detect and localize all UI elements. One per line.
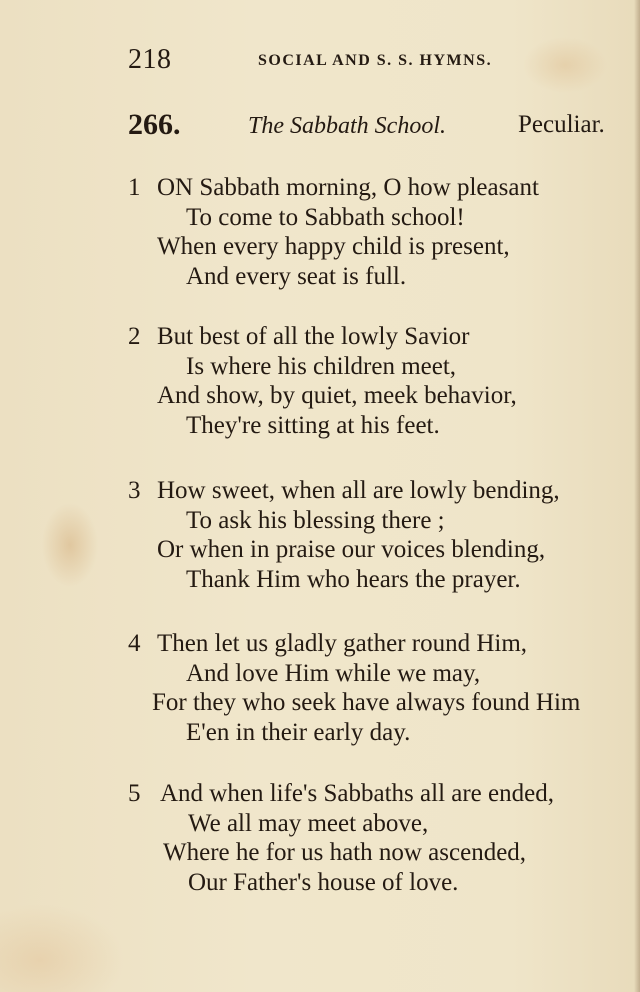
verse-line: Then let us gladly gather round Him, xyxy=(157,630,528,657)
verse-line: For they who seek have always found Him xyxy=(152,689,581,716)
verse-line: Is where his children meet, xyxy=(186,353,457,380)
verse-5 xyxy=(0,780,640,900)
verse-line: How sweet, when all are lowly bending, xyxy=(157,477,560,504)
verse-line: And every seat is full. xyxy=(186,263,407,290)
verse-line: To come to Sabbath school! xyxy=(186,204,465,231)
verse-line: And show, by quiet, meek behavior, xyxy=(157,382,517,409)
verse-line: Thank Him who hears the prayer. xyxy=(186,566,521,593)
verse-line: We all may meet above, xyxy=(188,810,429,837)
verse-line: Where he for us hath now ascended, xyxy=(163,839,527,866)
hymn-number: 266. xyxy=(128,108,181,141)
verse-line: And love Him while we may, xyxy=(186,660,481,687)
verse-line: They're sitting at his feet. xyxy=(186,412,440,439)
verse-1 xyxy=(0,174,640,294)
verse-number: 4 xyxy=(128,630,141,657)
running-title: SOCIAL AND S. S. HYMNS. xyxy=(258,52,493,69)
verse-number: 2 xyxy=(128,323,141,350)
verse-4 xyxy=(0,630,640,750)
verse-line: ON Sabbath morning, O how pleasant xyxy=(157,174,539,201)
running-head xyxy=(128,44,548,76)
hymn-meter: Peculiar. xyxy=(518,111,605,138)
verse-line: When every happy child is present, xyxy=(157,233,510,260)
hymn-header xyxy=(128,108,640,144)
verse-line: Our Father's house of love. xyxy=(188,869,459,896)
page-edge-shadow xyxy=(634,0,640,992)
verse-line: But best of all the lowly Savior xyxy=(157,323,470,350)
verse-line: E'en in their early day. xyxy=(186,719,411,746)
verse-number: 5 xyxy=(128,780,141,807)
verse-number: 1 xyxy=(128,174,141,201)
verse-2 xyxy=(0,323,640,443)
verse-line: And when life's Sabbaths all are ended, xyxy=(160,780,554,807)
verse-number: 3 xyxy=(128,477,141,504)
verse-line: Or when in praise our voices blending, xyxy=(157,536,546,563)
hymn-title: The Sabbath School. xyxy=(248,113,446,139)
page-number: 218 xyxy=(128,44,172,75)
verse-line: To ask his blessing there ; xyxy=(186,507,445,534)
verse-3 xyxy=(0,477,640,597)
